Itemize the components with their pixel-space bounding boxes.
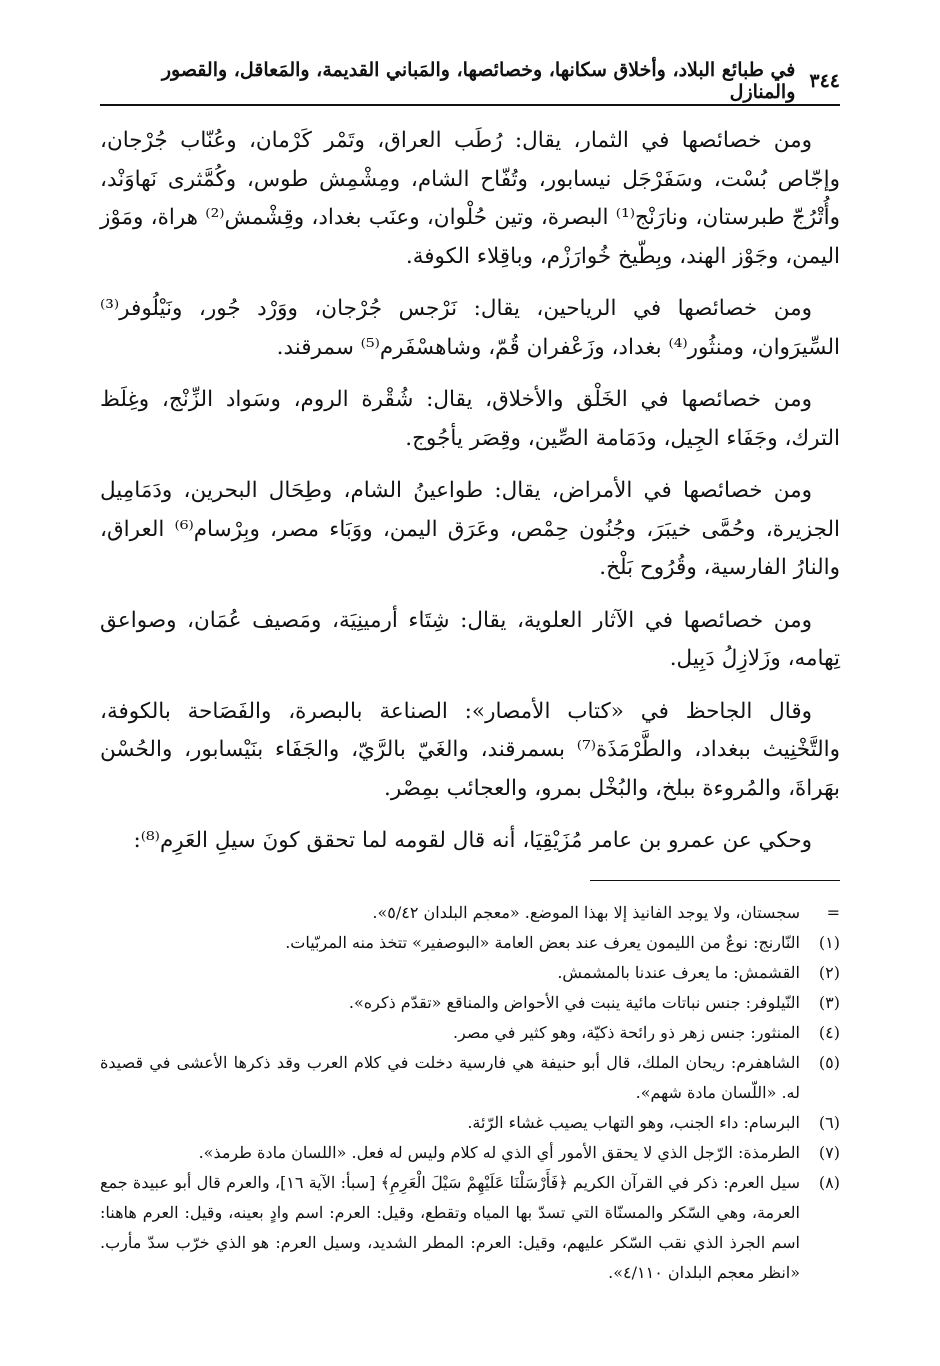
footnote-text: سجستان، ولا يوجد الفانيذ إلا بهذا الموضع. «معجم البلدان ٥/٤٢». bbox=[372, 903, 800, 922]
paragraph-weather: ومن خصائصها في الآثار العلوية، يقال: شِتَاء أرمينِيَة، ومَصيف عُمَان، وصواعق تِهامه، وزَلازِلُ دَبِيل. bbox=[100, 607, 840, 671]
footnote-continued bbox=[100, 898, 840, 928]
paragraph-character: ومن خصائصها في الخَلْق والأخلاق، يقال: شُقْرة الروم، وسَواد الزِّنْج، وغِلَظ الترك، وجَفَاء الجِيل، ودَمَامة الصِّين، وقِصَر يأجُوج. bbox=[100, 387, 840, 451]
footnote-1 bbox=[100, 928, 840, 958]
footnote-number: = bbox=[826, 903, 840, 922]
footnote-text: البرسام: داء الجنب، وهو التهاب يصيب غشاء الرّئة. bbox=[467, 1113, 800, 1132]
header-rule bbox=[100, 104, 840, 106]
footnote-text: سيل العرم: ذكر في القرآن الكريم ﴿فَأَرْسَلْنَا عَلَيْهِمْ سَيْلَ الْعَرِمِ﴾ [سبأ: الآية ١٦]، والعرم قال أبو عبيدة جمع العرمة، وهي السّكر والمسنّاة التي تسدّ بها المياه وتقطع، وقيل: العرم: اسم وادٍ بعينه، وقيل: العرم هاهنا: اسم الجرذ الذي نقب السّكر عليهم، وقيل: العرم: المطر الشديد، وسيل العرم: هو الذي خرّب سدّ مأرب. «انظر معجم البلدان ٤/١١٠». bbox=[100, 1173, 800, 1282]
footnote-number: (٧) bbox=[818, 1143, 840, 1162]
footnote-3 bbox=[100, 988, 840, 1018]
footnote-7 bbox=[100, 1138, 840, 1168]
footnote-number: (٢) bbox=[818, 963, 840, 982]
footnote-text: النّارنج: نوعٌ من الليمون يعرف عند بعض العامة «البوصفير» تتخذ منه المربّيات. bbox=[285, 933, 800, 952]
footnote-number: (٨) bbox=[818, 1173, 840, 1192]
footnote-text: الشاهفرم: ريحان الملك، قال أبو حنيفة هي فارسية دخلت في كلام العرب وقد ذكرها الأعشى في قصيدة له. «اللّسان مادة شهم». bbox=[100, 1053, 800, 1102]
footnote-number: (١) bbox=[818, 933, 840, 952]
paragraph-jahiz: وقال الجاحظ في «كتاب الأمصار»: الصناعة بالبصرة، والفَصَاحة بالكوفة، والتَّخْنِيث ببغداد، والطَّرْمَذَة⁽⁷⁾ بسمرقند، والغَيّ بالرَّيّ، والجَفَاء بنَيْسابور، والحُسْن بهَراةَ، والمُروءة ببلخ، والبُخْل بمرو، والعجائب بمِصْر. bbox=[100, 698, 840, 801]
footnote-6 bbox=[100, 1108, 840, 1138]
footnote-number: (٥) bbox=[818, 1053, 840, 1072]
footnote-text: المنثور: جنس زهر ذو رائحة ذكيّة، وهو كثير في مصر. bbox=[452, 1023, 800, 1042]
footnote-4 bbox=[100, 1018, 840, 1048]
footnote-number: (٤) bbox=[818, 1023, 840, 1042]
footnote-8 bbox=[100, 1168, 840, 1288]
footnote-divider bbox=[590, 880, 840, 881]
footnotes bbox=[100, 898, 840, 1288]
footnote-number: (٦) bbox=[818, 1113, 840, 1132]
paragraph-flowers: ومن خصائصها في الرياحين، يقال: نَرْجس جُرْجان، ووَرْد جُور، ونَيْلُوفر⁽³⁾ السِّيرَوان، ومنثُور⁽⁴⁾ بغداد، وزَعْفران قُمّ، وشاهسْفَرم⁽⁵⁾ سمرقند. bbox=[100, 296, 840, 360]
running-header bbox=[100, 59, 840, 103]
footnote-2 bbox=[100, 958, 840, 988]
paragraph-diseases: ومن خصائصها في الأمراض، يقال: طواعينُ الشام، وطِحَال البحرين، ودَمَامِيل الجزيرة، وحُمَّى خيبَرَ، وجُنُون حِمْص، وعَرَق اليمن، ووَبَاء مصر، وبِرْسام⁽⁶⁾ العراق، والنارُ الفارسية، وقُرُوح بَلْخ. bbox=[100, 478, 841, 580]
footnote-5 bbox=[100, 1048, 840, 1108]
running-title: في طبائع البلاد، وأخلاق سكانها، وخصائصها، والمَباني القديمة، والمَعاقل، والقصور والمنازل bbox=[161, 59, 796, 103]
footnote-number: (٣) bbox=[818, 993, 840, 1012]
footnote-text: الطرمذة: الرّجل الذي لا يحقق الأمور أي الذي له كلام وليس له فعل. «اللسان مادة طرمذ». bbox=[198, 1143, 800, 1162]
footnote-text: القشمش: ما يعرف عندنا بالمشمش. bbox=[557, 963, 800, 982]
footnote-text: النّيلوفر: جنس نباتات مائية ينبت في الأحواض والمناقع «تقدّم ذكره». bbox=[348, 993, 800, 1012]
paragraph-amr-ibn-amir: وحكي عن عمرو بن عامر مُزَيْقِيَا، أنه قال لقومه لما تحقق كونَ سيلِ العَرِم⁽⁸⁾: bbox=[133, 828, 812, 853]
main-text bbox=[100, 122, 840, 875]
paragraph-fruits: ومن خصائصها في الثمار، يقال: رُطَب العراق، وتَمْر كَرْمان، وعُنّاب جُرْجان، وإجّاص بُسْت، وسَفَرْجَل نيسابور، وتُفّاح الشام، ومِشْمِش طوس، وكُمَّثرى نَهاوَنْد، وأُتْرُجّ طبرستان، ونارَنْج⁽¹⁾ البصرة، وتين حُلْوان، وعنَب بغداد، وقِشْمش⁽²⁾ هراة، ومَوْز اليمن، وجَوْز الهند، وبِطّيخ خُوارَزْم، وباقِلاء الكوفة. bbox=[100, 128, 840, 269]
book-page bbox=[100, 0, 840, 1366]
page-number: ٣٤٤ bbox=[809, 70, 840, 92]
